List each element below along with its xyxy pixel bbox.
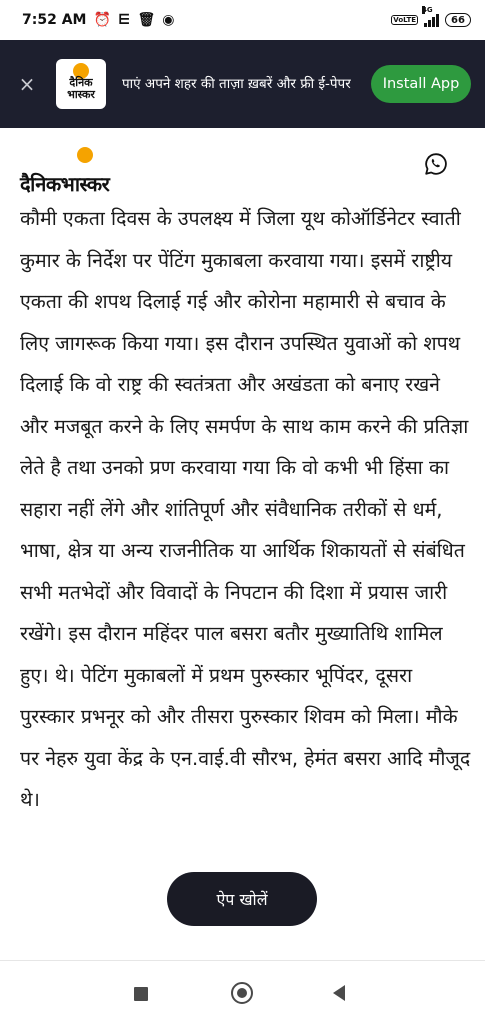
alarm-icon: ⏰: [93, 12, 111, 28]
logo-line2: भास्कर: [67, 88, 95, 101]
volte-icon: VoLTE: [393, 16, 416, 24]
article-paragraph: कौमी एकता दिवस के उपलक्ष्य में जिला यूथ कोऑर्डिनेटर स्वाती कुमार के निर्देश पर पेंटिंग मुकाबला करवाया गया। इसमें राष्ट्रीय एकता की शपथ दिलाई गई और कोरोना महामारी से बचाव के लिए जागरूक किया गया। इस दौरान उपस्थित युवाओं को शपथ दिलाई कि वो राष्ट्र की स्वतंत्रता और अखंडता को बनाए रखने और मजबूत करने के लिए समर्पण के साथ काम करने की प्रतिज्ञा लेते है तथा उनको प्रण करवाया गया कि वो कभी भी हिंसा का सहारा नहीं लेंगे और शांतिपूर्ण और संवैधानिक तरीकों से धर्म, भाषा, क्षेत्र या अन्य राजनीतिक या आर्थिक शिकायतों से संबंधित सभी मतभेदों और विवादों के निपटान की दिशा में प्रयास जारी रखेंगे। इस दौरान महिंदर पाल बसरा बतौर मुख्यातिथि शामिल हुए। थे। पेटिंग मुकाबलों में प्रथम पुरुस्कार भूपिंदर, दूसरा पुरस्कार प्रभनूर को और तीसरा पुरुस्कार शिवम को मिला। मौके पर नेहरु युवा केंद्र के एन.वाई.वी सौरभ, हेमंत बसरा आदि मौजूद थे।: [20, 207, 471, 811]
status-left: [22, 12, 174, 28]
brand-sun-icon: [77, 147, 93, 163]
back-triangle-icon[interactable]: [333, 985, 345, 1001]
circle-icon: ◉: [162, 12, 175, 28]
home-circle-icon[interactable]: [231, 982, 253, 1004]
whatsapp-icon[interactable]: [424, 152, 448, 176]
cast-icon: ⋿: [117, 12, 131, 28]
logo-line1: दैनिक: [69, 76, 93, 89]
banner-promo-text: पाएं अपने शहर की ताज़ा ख़बरें और फ्री ई-पेपर: [122, 76, 351, 92]
brand-logo[interactable]: दैनिकभास्कर: [20, 172, 110, 196]
open-app-button[interactable]: ऐप खोलें: [167, 872, 317, 926]
network-type: 4G: [422, 6, 433, 14]
battery-icon: 66: [445, 13, 471, 27]
app-logo: [56, 59, 106, 109]
status-right: [391, 6, 471, 27]
trash-icon: 🗑: [137, 12, 156, 28]
app-install-banner: [0, 40, 485, 128]
status-time: 7:52 AM: [22, 12, 87, 28]
install-app-button[interactable]: Install App: [371, 65, 471, 103]
article-body: [20, 198, 472, 821]
square-icon[interactable]: [134, 987, 148, 1001]
status-bar: [0, 0, 485, 40]
signal-icon: [422, 6, 439, 27]
close-icon[interactable]: ×: [18, 72, 36, 96]
